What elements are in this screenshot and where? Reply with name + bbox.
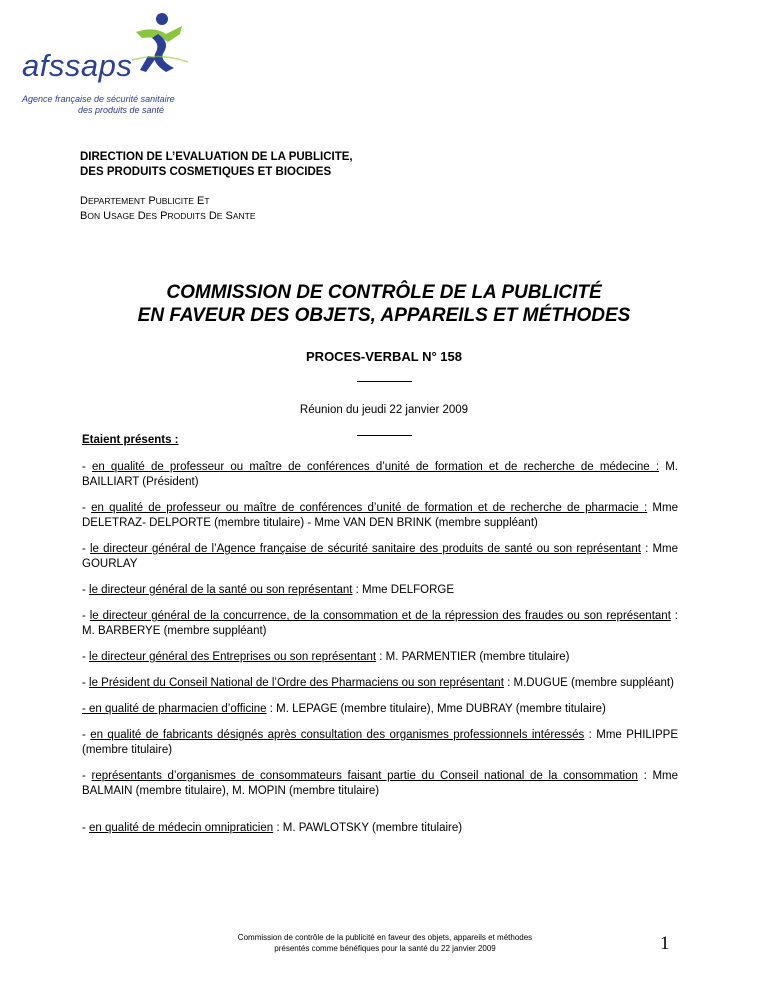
- direction-heading: [80, 150, 353, 180]
- attendee-role: le directeur général des Entreprises ou son représentant: [89, 651, 377, 663]
- direction-line2: DES PRODUITS COSMETIQUES ET BIOCIDES: [80, 166, 332, 178]
- page-footer: [190, 932, 580, 954]
- document-title: [0, 281, 768, 327]
- attendee-item: - en qualité de médecin omnipraticien : M. PAWLOTSKY (membre titulaire): [82, 822, 463, 834]
- attendee-names: : Mme DELFORGE: [352, 584, 455, 596]
- attendee-item: - le directeur général de l’Agence française de sécurité sanitaire des produits de santé ou son représentant : Mme GOURLAY: [82, 543, 679, 570]
- attendee-names: : Mme PHILIPPE (membre titulaire): [82, 729, 678, 756]
- present-heading: Etaient présents :: [82, 434, 179, 446]
- page-number: 1: [660, 933, 670, 954]
- attendee-item: [82, 702, 678, 717]
- attendee-role: représentants d’organismes de consommateurs faisant partie du Conseil national de la consommation: [91, 770, 638, 782]
- attendee-role: en qualité de médecin omnipraticien: [89, 822, 274, 834]
- attendee-item: - en qualité de fabricants désignés après consultation des organismes professionnels intéressés : Mme PHILIPPE (membre titulaire): [82, 729, 678, 756]
- attendee-role: le directeur général de l’Agence française de sécurité sanitaire des produits de santé ou son représentant: [90, 543, 641, 555]
- minutes-number: PROCES-VERBAL N° 158: [306, 349, 462, 364]
- department-line1: DEPARTEMENT PUBLICITE ET: [80, 195, 210, 207]
- attendee-role: en qualité de fabricants désignés après consultation des organismes professionnels intéressés: [90, 729, 585, 741]
- logo-wordmark: afssaps: [22, 48, 133, 83]
- separator-rule: [357, 381, 412, 382]
- attendee-role: le directeur général de la santé ou son représentant: [89, 584, 353, 596]
- department-heading: [80, 194, 256, 224]
- attendee-names: : M. LEPAGE (membre titulaire), Mme DUBRAY (membre titulaire): [266, 703, 606, 715]
- footer-line2: présentés comme bénéfiques pour la santé du 22 janvier 2009: [274, 944, 496, 953]
- attendee-item: - le Président du Conseil National de l’Ordre des Pharmaciens ou son représentant : M.DUGUE (membre suppléant): [82, 677, 674, 689]
- figure-emblem-icon: [130, 12, 190, 74]
- department-line2: BON USAGE DES PRODUITS DE SANTE: [80, 210, 256, 222]
- attendee-names: : M.DUGUE (membre suppléant): [503, 677, 674, 689]
- attendee-item: - en qualité de professeur ou maître de conférences d’unité de formation et de recherche de médecine : M. BAILLIART (Président): [82, 461, 678, 488]
- attendee-names: : Mme GOURLAY: [82, 543, 679, 570]
- logo-tagline-line1: Agence française de sécurité sanitaire: [22, 94, 175, 104]
- attendee-item: - en qualité de professeur ou maître de conférences d’unité de formation et de recherche de pharmacie : Mme DELETRAZ- DELPORTE (membre titulaire) - Mme VAN DEN BRINK (membre suppléant): [82, 502, 678, 529]
- separator-rule: [357, 435, 412, 436]
- attendee-names: : M. PARMENTIER (membre titulaire): [376, 651, 570, 663]
- attendee-role: le directeur général de la concurrence, de la consommation et de la répression des fraudes ou son représentant: [89, 610, 671, 622]
- afssaps-logo: [22, 12, 192, 115]
- attendee-names: : M. BARBERYE (membre suppléant): [82, 610, 678, 637]
- attendee-role: en qualité de professeur ou maître de conférences d’unité de formation et de recherche de médecine :: [91, 461, 660, 473]
- attendee-role: en qualité de professeur ou maître de conférences d’unité de formation et de recherche de pharmacie :: [91, 502, 648, 514]
- meeting-date: Réunion du jeudi 22 janvier 2009: [299, 404, 469, 416]
- title-line2: EN FAVEUR DES OBJETS, APPAREILS ET MÉTHODES: [137, 305, 631, 326]
- attendee-item: - le directeur général des Entreprises ou son représentant : M. PARMENTIER (membre titulaire): [82, 651, 570, 663]
- direction-line1: DIRECTION DE L’EVALUATION DE LA PUBLICITE,: [80, 151, 353, 163]
- attendee-names: M. BAILLIART (Président): [82, 461, 678, 488]
- attendee-names: Mme DELETRAZ- DELPORTE (membre titulaire) - Mme VAN DEN BRINK (membre suppléant): [82, 502, 678, 529]
- attendee-list: [82, 460, 678, 847]
- footer-line1: Commission de contrôle de la publicité en faveur des objets, appareils et méthodes: [237, 933, 533, 942]
- attendee-role: - en qualité de pharmacien d’officine: [82, 703, 267, 715]
- attendee-item: - le directeur général de la concurrence, de la consommation et de la répression des fraudes ou son représentant : M. BARBERYE (membre suppléant): [82, 610, 678, 637]
- attendee-item: - le directeur général de la santé ou son représentant : Mme DELFORGE: [82, 584, 455, 596]
- attendee-item: - représentants d’organismes de consommateurs faisant partie du Conseil national de la consommation : Mme BALMAIN (membre titulaire), M. MOPIN (membre titulaire): [82, 770, 679, 797]
- logo-tagline-line2: des produits de santé: [78, 105, 165, 115]
- title-line1: COMMISSION DE CONTRÔLE DE LA PUBLICITÉ: [166, 282, 602, 303]
- attendee-names: : Mme BALMAIN (membre titulaire), M. MOPIN (membre titulaire): [82, 770, 679, 797]
- attendee-names: : M. PAWLOTSKY (membre titulaire): [273, 822, 463, 834]
- attendee-role: le Président du Conseil National de l’Ordre des Pharmaciens ou son représentant: [89, 677, 504, 689]
